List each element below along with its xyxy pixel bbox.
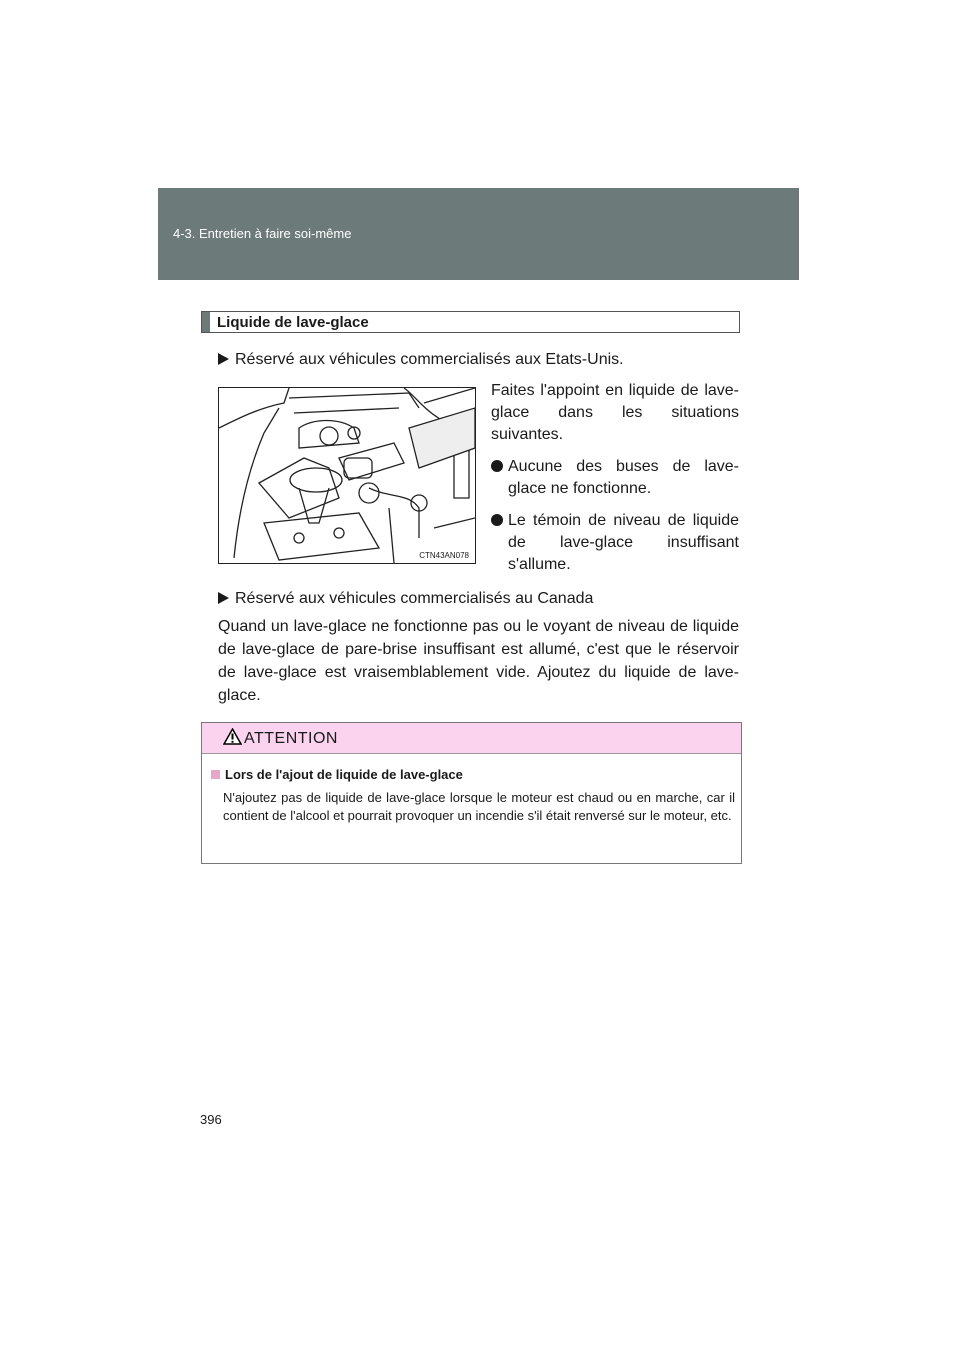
bullet-item xyxy=(491,510,739,576)
washer-fluid-illustration xyxy=(218,387,476,564)
attention-header xyxy=(202,723,741,754)
section-title: 4-3. Entretien à faire soi-même xyxy=(173,226,352,241)
page-number: 396 xyxy=(200,1112,222,1127)
triangle-right-icon xyxy=(218,353,229,365)
bullet-text: Aucune des buses de lave-glace ne fonctionne. xyxy=(508,458,739,497)
bullet-text: Le témoin de niveau de liquide de lave-glace insuffisant s'allume. xyxy=(508,512,739,573)
us-market-text: Réservé aux véhicules commercialisés aux Etats-Unis. xyxy=(235,351,624,368)
attention-label: ATTENTION xyxy=(244,730,338,747)
section-heading xyxy=(201,311,740,333)
canada-paragraph: Quand un lave-glace ne fonctionne pas ou le voyant de niveau de liquide de lave-glace de pare-brise insuffisant est allumé, c'est que le réservoir de lave-glace est vraisemblablement vide. Ajoutez du liquide de lave-glace. xyxy=(218,618,739,704)
us-market-line xyxy=(218,351,624,369)
attention-box xyxy=(201,722,742,864)
attention-text: N'ajoutez pas de liquide de lave-glace lorsque le moteur est chaud ou en marche, car il contient de l'alcool et pourrait provoquer un incendie s'il était renversé sur le moteur, etc. xyxy=(223,790,735,823)
bullet-icon xyxy=(491,460,503,472)
header-band xyxy=(158,188,799,280)
side-intro: Faites l'appoint en liquide de lave-glace dans les situations suivantes. xyxy=(491,382,739,443)
attention-title-text: Lors de l'ajout de liquide de lave-glace xyxy=(225,767,463,782)
attention-body xyxy=(211,767,735,825)
square-bullet-icon xyxy=(211,770,220,779)
canada-market-text: Réservé aux véhicules commercialisés au Canada xyxy=(235,590,594,607)
canada-market-line xyxy=(218,590,593,608)
side-text xyxy=(491,380,739,586)
bullet-item xyxy=(491,456,739,500)
triangle-right-icon xyxy=(218,592,229,604)
attention-title xyxy=(211,767,735,782)
figure-label: CTN43AN078 xyxy=(419,551,469,560)
heading-bar xyxy=(202,312,210,332)
engine-bay-drawing xyxy=(219,388,475,563)
bullet-icon xyxy=(491,514,503,526)
warning-icon xyxy=(223,728,242,745)
heading-text: Liquide de lave-glace xyxy=(217,314,369,331)
